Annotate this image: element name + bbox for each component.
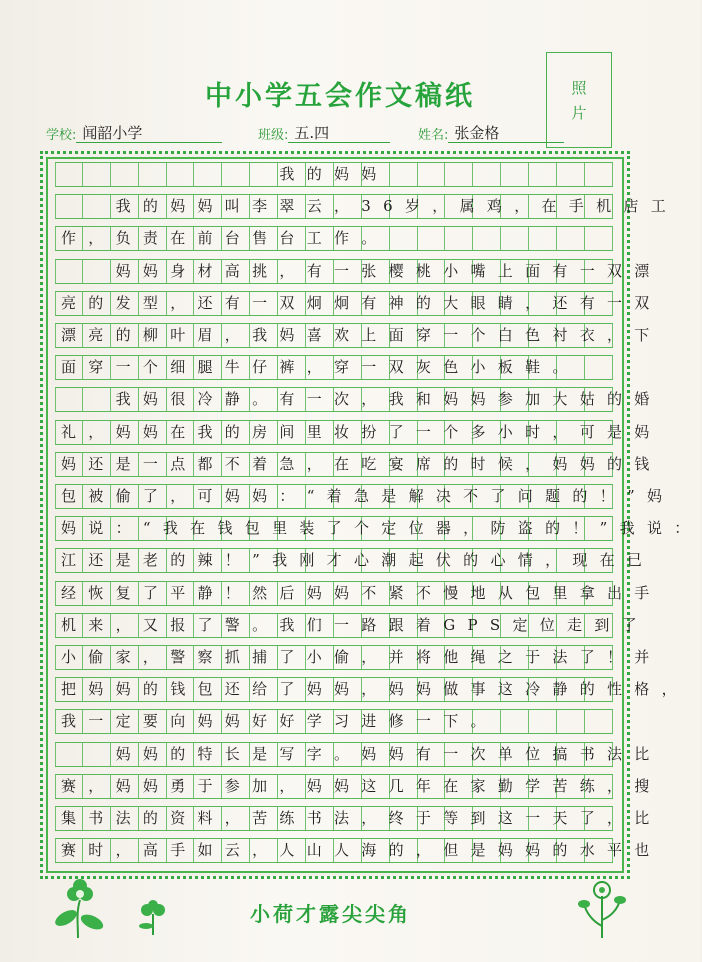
essay-line: 经恢复了平静！然后妈妈不紧不慢地从包里拿出手 <box>61 583 662 602</box>
flower-left-icon <box>48 878 116 940</box>
class-label: 班级: <box>258 128 289 143</box>
footer-slogan: 小荷才露尖尖角 <box>250 902 411 926</box>
essay-line: 妈妈身材高挑，有一张樱桃小嘴上面有一双漂 <box>61 261 662 280</box>
essay-line: 妈妈的特长是写字。妈妈有一次单位搞书法比 <box>61 744 662 763</box>
essay-line: 妈还是一点都不着急，在吃宴席的时候，妈妈的钱 <box>61 454 662 473</box>
photo-label-1: 照 <box>571 79 587 97</box>
grid-row <box>55 484 675 509</box>
class-field <box>258 124 390 143</box>
grid-row <box>55 323 662 348</box>
grid-row <box>55 420 662 445</box>
grid-row <box>55 548 655 573</box>
essay-line: 我一定要向妈妈好好学习进修一下。 <box>61 712 498 731</box>
essay-line: 机来，又报了警。我们一路跟着GPS定位走到了 <box>61 615 649 634</box>
name-value: 张金格 <box>448 124 564 143</box>
grid-row <box>55 645 662 670</box>
grid-row <box>55 194 678 219</box>
essay-line: 江还是老的辣！”我刚才心潮起伏的心情，现在已 <box>61 551 655 570</box>
grid-row <box>55 806 662 831</box>
essay-line: 把妈妈的钱包还给了妈妈，妈妈做事这冷静的性格， <box>61 680 689 699</box>
class-value: 五.四 <box>288 124 390 143</box>
writing-grid <box>55 162 702 872</box>
grid-row <box>55 581 662 606</box>
name-field <box>418 124 564 143</box>
grid-row <box>55 387 662 412</box>
essay-line: 我妈很冷静。有一次，我和妈妈参加大姑的婚 <box>61 390 662 409</box>
flower-right-icon <box>574 876 630 940</box>
grid-row <box>55 452 662 477</box>
essay-line: 我的妈妈叫李翠云，36岁，属鸡，在手机店工 <box>61 197 678 216</box>
grid-row <box>55 709 613 734</box>
grid-row <box>55 162 613 187</box>
essay-line: 赛，妈妈勇于参加，妈妈这几年在家勤学苦练，搜 <box>61 776 662 795</box>
school-label: 学校: <box>46 128 77 143</box>
grid-row <box>55 838 662 863</box>
grid-row <box>55 677 689 702</box>
school-field <box>46 124 222 143</box>
essay-line: 集书法的资料，苦练书法，终于等到这一天了，比 <box>61 809 662 827</box>
essay-line: 面穿一个细腿牛仔裤，穿一双灰色小板鞋。 <box>61 358 580 377</box>
grid-row <box>55 355 613 380</box>
essay-line: 漂亮的柳叶眉，我妈喜欢上面穿一个白色衬衣，下 <box>61 326 662 344</box>
grid-row <box>55 226 613 251</box>
grid-row <box>55 291 662 316</box>
essay-line: 小偷家，警察抓捕了小偷，并将他绳之于法了！并 <box>61 648 662 666</box>
grid-row <box>55 613 649 638</box>
essay-line: 礼，妈妈在我的房间里妆扮了一个多小时，可是妈 <box>61 422 662 441</box>
paper-title: 中小学五会作文稿纸 <box>205 81 475 112</box>
essay-line: 赛时，高手如云，人山人海的，但是妈妈的水平也 <box>61 841 662 860</box>
essay-line: 作，负责在前台售台工作。 <box>61 229 389 248</box>
grid-row <box>55 742 662 767</box>
essay-line: 我的妈妈 <box>61 165 389 183</box>
grid-row <box>55 516 702 541</box>
essay-line: 妈说：“我在钱包里装了个定位器，防盗的！”我说： <box>61 519 702 538</box>
school-value: 闻韶小学 <box>76 124 222 143</box>
grid-row <box>55 774 662 799</box>
grid-row <box>55 259 662 284</box>
essay-line: 亮的发型，还有一双炯炯有神的大眼睛，还有一双 <box>61 293 662 312</box>
name-label: 姓名: <box>418 128 449 143</box>
photo-label-2: 片 <box>571 104 587 122</box>
sprout-icon <box>136 900 170 936</box>
essay-line: 包被偷了，可妈妈：“着急是解决不了问题的！”妈 <box>61 487 675 505</box>
